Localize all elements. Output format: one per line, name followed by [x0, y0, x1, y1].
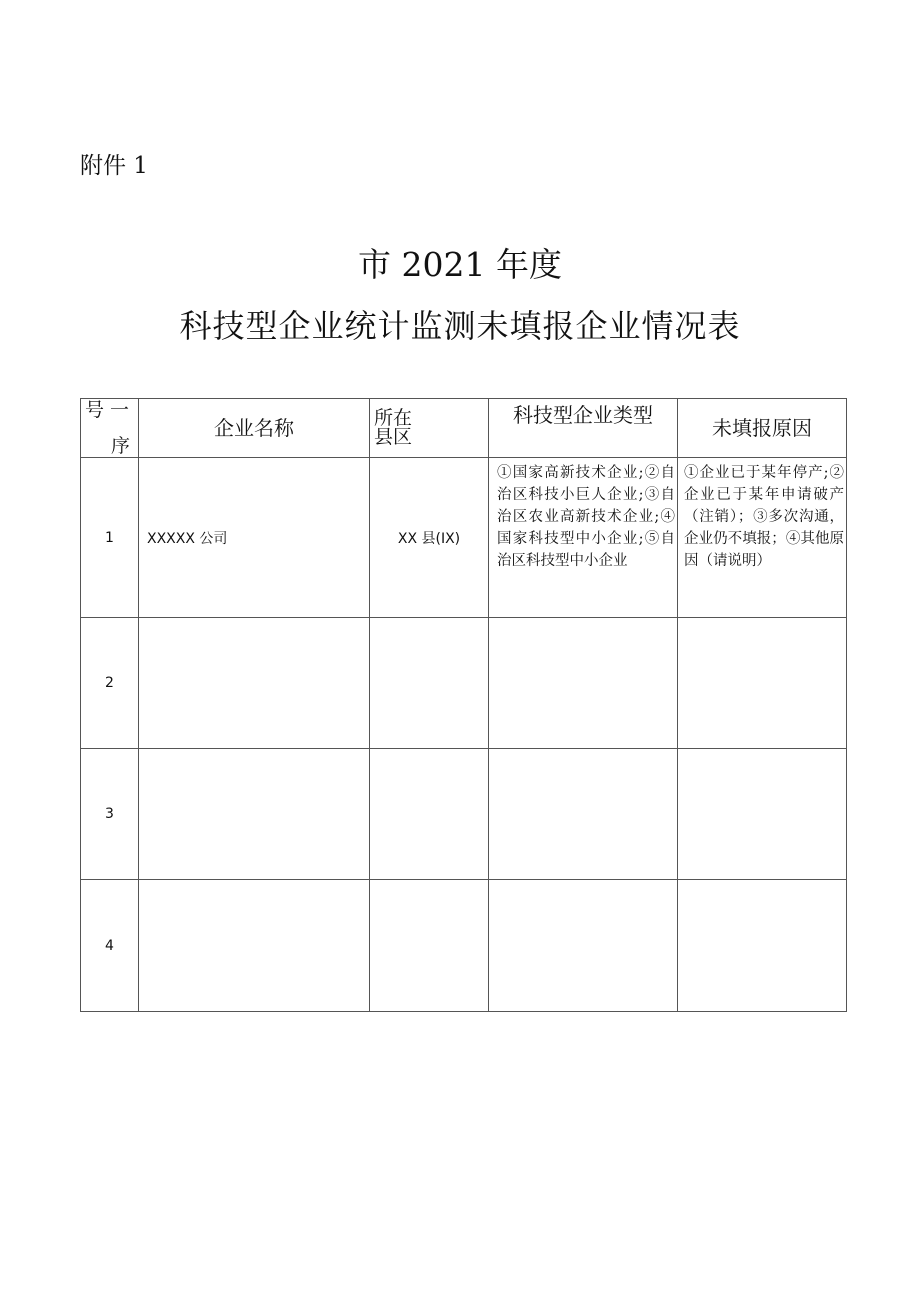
header-enterprise-type: 科技型企业类型 — [489, 399, 678, 458]
reason-cell[interactable] — [678, 749, 847, 880]
enterprise-type-cell: ①国家高新技术企业;②自治区科技小巨人企业;③自治区农业高新技术企业;④国家科技型中小企业;⑤自治区科技型中小企业 — [489, 458, 678, 618]
row-number: 4 — [81, 880, 139, 1012]
header-reason: 未填报原因 — [678, 399, 847, 458]
title-main: 科技型企业统计监测未填报企业情况表 — [179, 307, 741, 345]
attachment-label: 附件 1 — [80, 153, 148, 179]
enterprise-type-cell[interactable] — [489, 880, 678, 1012]
header-row — [81, 399, 847, 458]
header-seq-bottom: 序 — [111, 435, 131, 457]
company-name-cell[interactable] — [139, 618, 370, 749]
reason-cell[interactable] — [678, 618, 847, 749]
location-cell[interactable] — [370, 618, 489, 749]
header-location — [370, 399, 489, 458]
reason-cell: ①企业已于某年停产;②企业已于某年申请破产（注销）；③多次沟通，企业仍不填报；④其他原因（请说明） — [678, 458, 847, 618]
report-table — [80, 398, 847, 1012]
table-row — [81, 618, 847, 749]
location-cell[interactable] — [370, 749, 489, 880]
row-number: 3 — [81, 749, 139, 880]
company-name-cell: XXXXX 公司 — [139, 458, 370, 618]
table-row — [81, 880, 847, 1012]
header-company-name: 企业名称 — [139, 399, 370, 458]
enterprise-type-cell[interactable] — [489, 749, 678, 880]
header-location-line1: 所在 — [374, 407, 413, 429]
table-row — [81, 458, 847, 618]
reason-cell[interactable] — [678, 880, 847, 1012]
header-seq-top: 号 一 — [85, 399, 130, 421]
enterprise-type-cell[interactable] — [489, 618, 678, 749]
row-number: 2 — [81, 618, 139, 749]
company-name-cell[interactable] — [139, 749, 370, 880]
title-year: 市 2021 年度 — [358, 245, 562, 284]
location-cell[interactable] — [370, 880, 489, 1012]
company-name-cell[interactable] — [139, 880, 370, 1012]
header-location-line2: 县区 — [374, 426, 413, 448]
row-number: 1 — [81, 458, 139, 618]
location-cell: XX 县(IX) — [370, 458, 489, 618]
header-seq — [81, 399, 139, 458]
table-row — [81, 749, 847, 880]
